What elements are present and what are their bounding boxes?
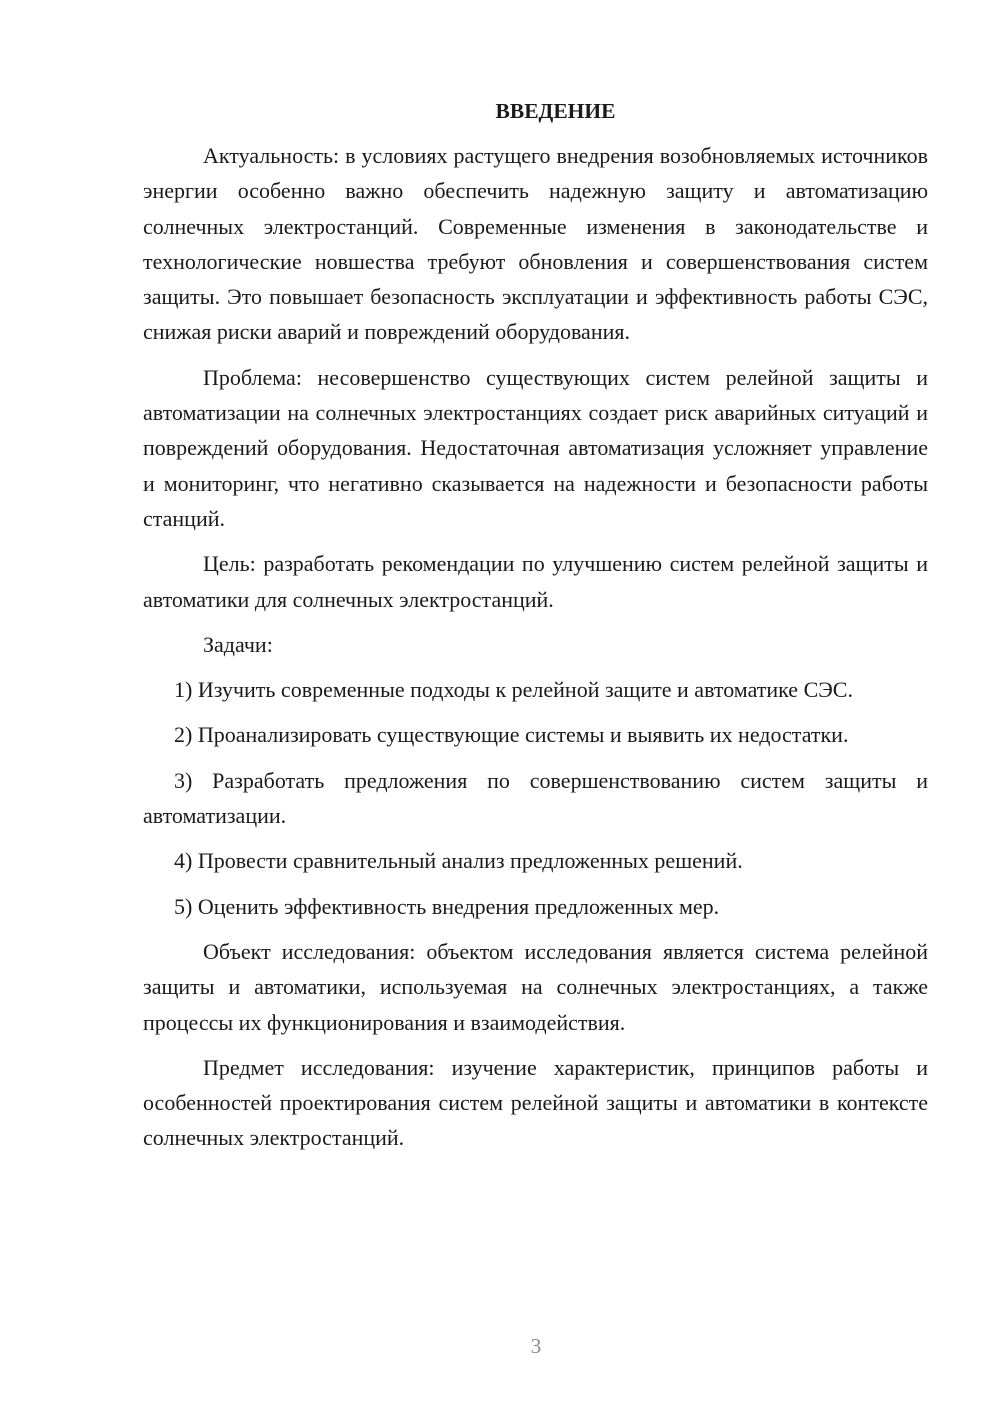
task-item-4: 4) Провести сравнительный анализ предложенных решений. bbox=[174, 848, 743, 874]
paragraph-subject: Предмет исследования: изучение характеристик, принципов работы и особенностей проектирования систем релейной защиты и автоматики в контексте солнечных электростанций. bbox=[143, 1054, 928, 1151]
page-title: ВВЕДЕНИЕ bbox=[495, 99, 616, 123]
paragraph-problem: Проблема: несовершенство существующих систем релейной защиты и автоматизации на солнечных электростанциях создает риск аварийных ситуаций и повреждений оборудования. Недостаточная автоматизация усложняет управление и мониторинг, что негативно сказывается на надежности и безопасности работы станций. bbox=[143, 364, 928, 531]
task-item-2: 2) Проанализировать существующие системы и выявить их недостатки. bbox=[174, 722, 849, 748]
task-item-5: 5) Оценить эффективность внедрения предложенных мер. bbox=[174, 893, 720, 919]
task-item-3: 3) Разработать предложения по совершенствованию систем защиты и автоматизации. bbox=[143, 767, 928, 829]
paragraph-relevance: Актуальность: в условиях растущего внедрения возобновляемых источников энергии особенно важно обеспечить надежную защиту и автоматизацию солнечных электростанций. Современные изменения в законодательстве и технологические новшества требуют обновления и совершенствования систем защиты. Это повышает безопасность эксплуатации и эффективность работы СЭС, снижая риски аварий и повреждений оборудования. bbox=[143, 143, 928, 345]
page-content bbox=[143, 96, 928, 1166]
paragraph-object: Объект исследования: объектом исследования является система релейной защиты и автоматики, используемая на солнечных электростанциях, а также процессы их функционирования и взаимодействия. bbox=[143, 938, 928, 1035]
page-number: 3 bbox=[530, 1334, 542, 1358]
paragraph-goal: Цель: разработать рекомендации по улучшению систем релейной защиты и автоматики для солнечных электростанций. bbox=[143, 551, 928, 612]
tasks-list bbox=[143, 672, 928, 924]
tasks-heading: Задачи: bbox=[203, 631, 273, 657]
task-item-1: 1) Изучить современные подходы к релейной защите и автоматике СЭС. bbox=[174, 677, 853, 703]
